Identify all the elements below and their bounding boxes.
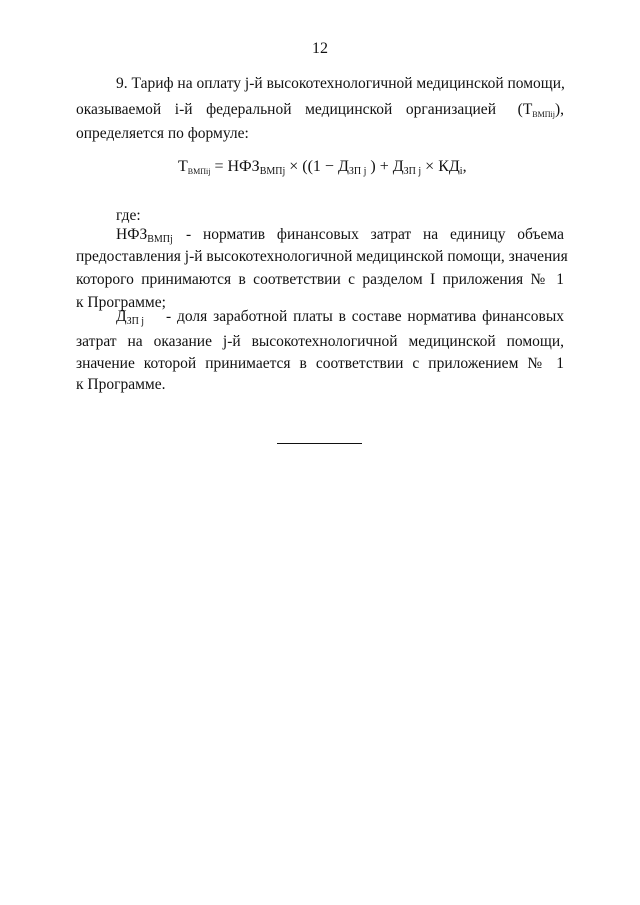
para9-line3: определяется по формуле: — [76, 125, 249, 142]
formula-end: , — [462, 158, 467, 175]
formula-times-kd: × КД — [425, 158, 460, 175]
def1-symbol-main: НФЗ — [116, 226, 148, 243]
def1-line4: к Программе; — [76, 294, 166, 311]
formula-T: Т — [178, 158, 188, 175]
para9-line2-text: оказываемой i-й федеральной медицинской организацией — [76, 101, 496, 118]
def2-line4: к Программе. — [76, 376, 166, 393]
where-label: где: — [116, 207, 141, 224]
formula-nfz: = НФЗ — [214, 158, 260, 175]
formula-kd-sub: i — [459, 166, 463, 177]
def2-symbol-main: Д — [116, 308, 127, 325]
formula-dzp-sub-2: ЗП j — [403, 166, 422, 177]
def1-line2: предоставления j-й высокотехнологичной медицинской помощи, значения — [76, 248, 568, 265]
def1-symbol-sub: ВМПj — [147, 234, 173, 245]
page-number: 12 — [312, 40, 328, 57]
def1-line3: которого принимаются в соответствии с разделом I приложения № 1 — [76, 271, 564, 288]
symbol-T-sub: ВМПij — [532, 110, 555, 119]
def1-line1-text: - норматив финансовых затрат на единицу объема — [186, 226, 564, 243]
para9-symbol: $(Т_{ВМПij})$, — [517, 101, 564, 119]
def2-line1-text: - доля заработной платы в составе норматива финансовых — [166, 308, 564, 325]
formula-nfz-sub: ВМПj — [259, 166, 286, 177]
def2-line1 — [116, 308, 564, 327]
def1-line1 — [116, 226, 564, 245]
formula-plus-d: ) + Д — [370, 158, 404, 175]
end-separator-line — [277, 443, 362, 444]
def2-symbol-sub: ЗП j — [126, 316, 145, 327]
para9-line2 — [76, 101, 564, 119]
formula — [178, 158, 467, 177]
formula-times-one-minus: × ((1 − Д — [289, 158, 349, 175]
para9-line2-end: ), — [554, 101, 564, 118]
symbol-T: Т — [522, 101, 533, 118]
formula-T-sub: ВМПij — [187, 167, 211, 176]
formula-dzp-sub-1: ЗП j — [348, 166, 367, 177]
para9-line1: 9. Тариф на оплату j-й высокотехнологичной медицинской помощи, — [116, 75, 565, 92]
def2-line2: затрат на оказание j-й высокотехнологичной медицинской помощи, — [76, 333, 564, 350]
def1-symbol — [116, 226, 173, 245]
def2-symbol — [116, 308, 144, 327]
def2-line3: значение которой принимается в соответствии с приложением № 1 — [76, 355, 564, 372]
